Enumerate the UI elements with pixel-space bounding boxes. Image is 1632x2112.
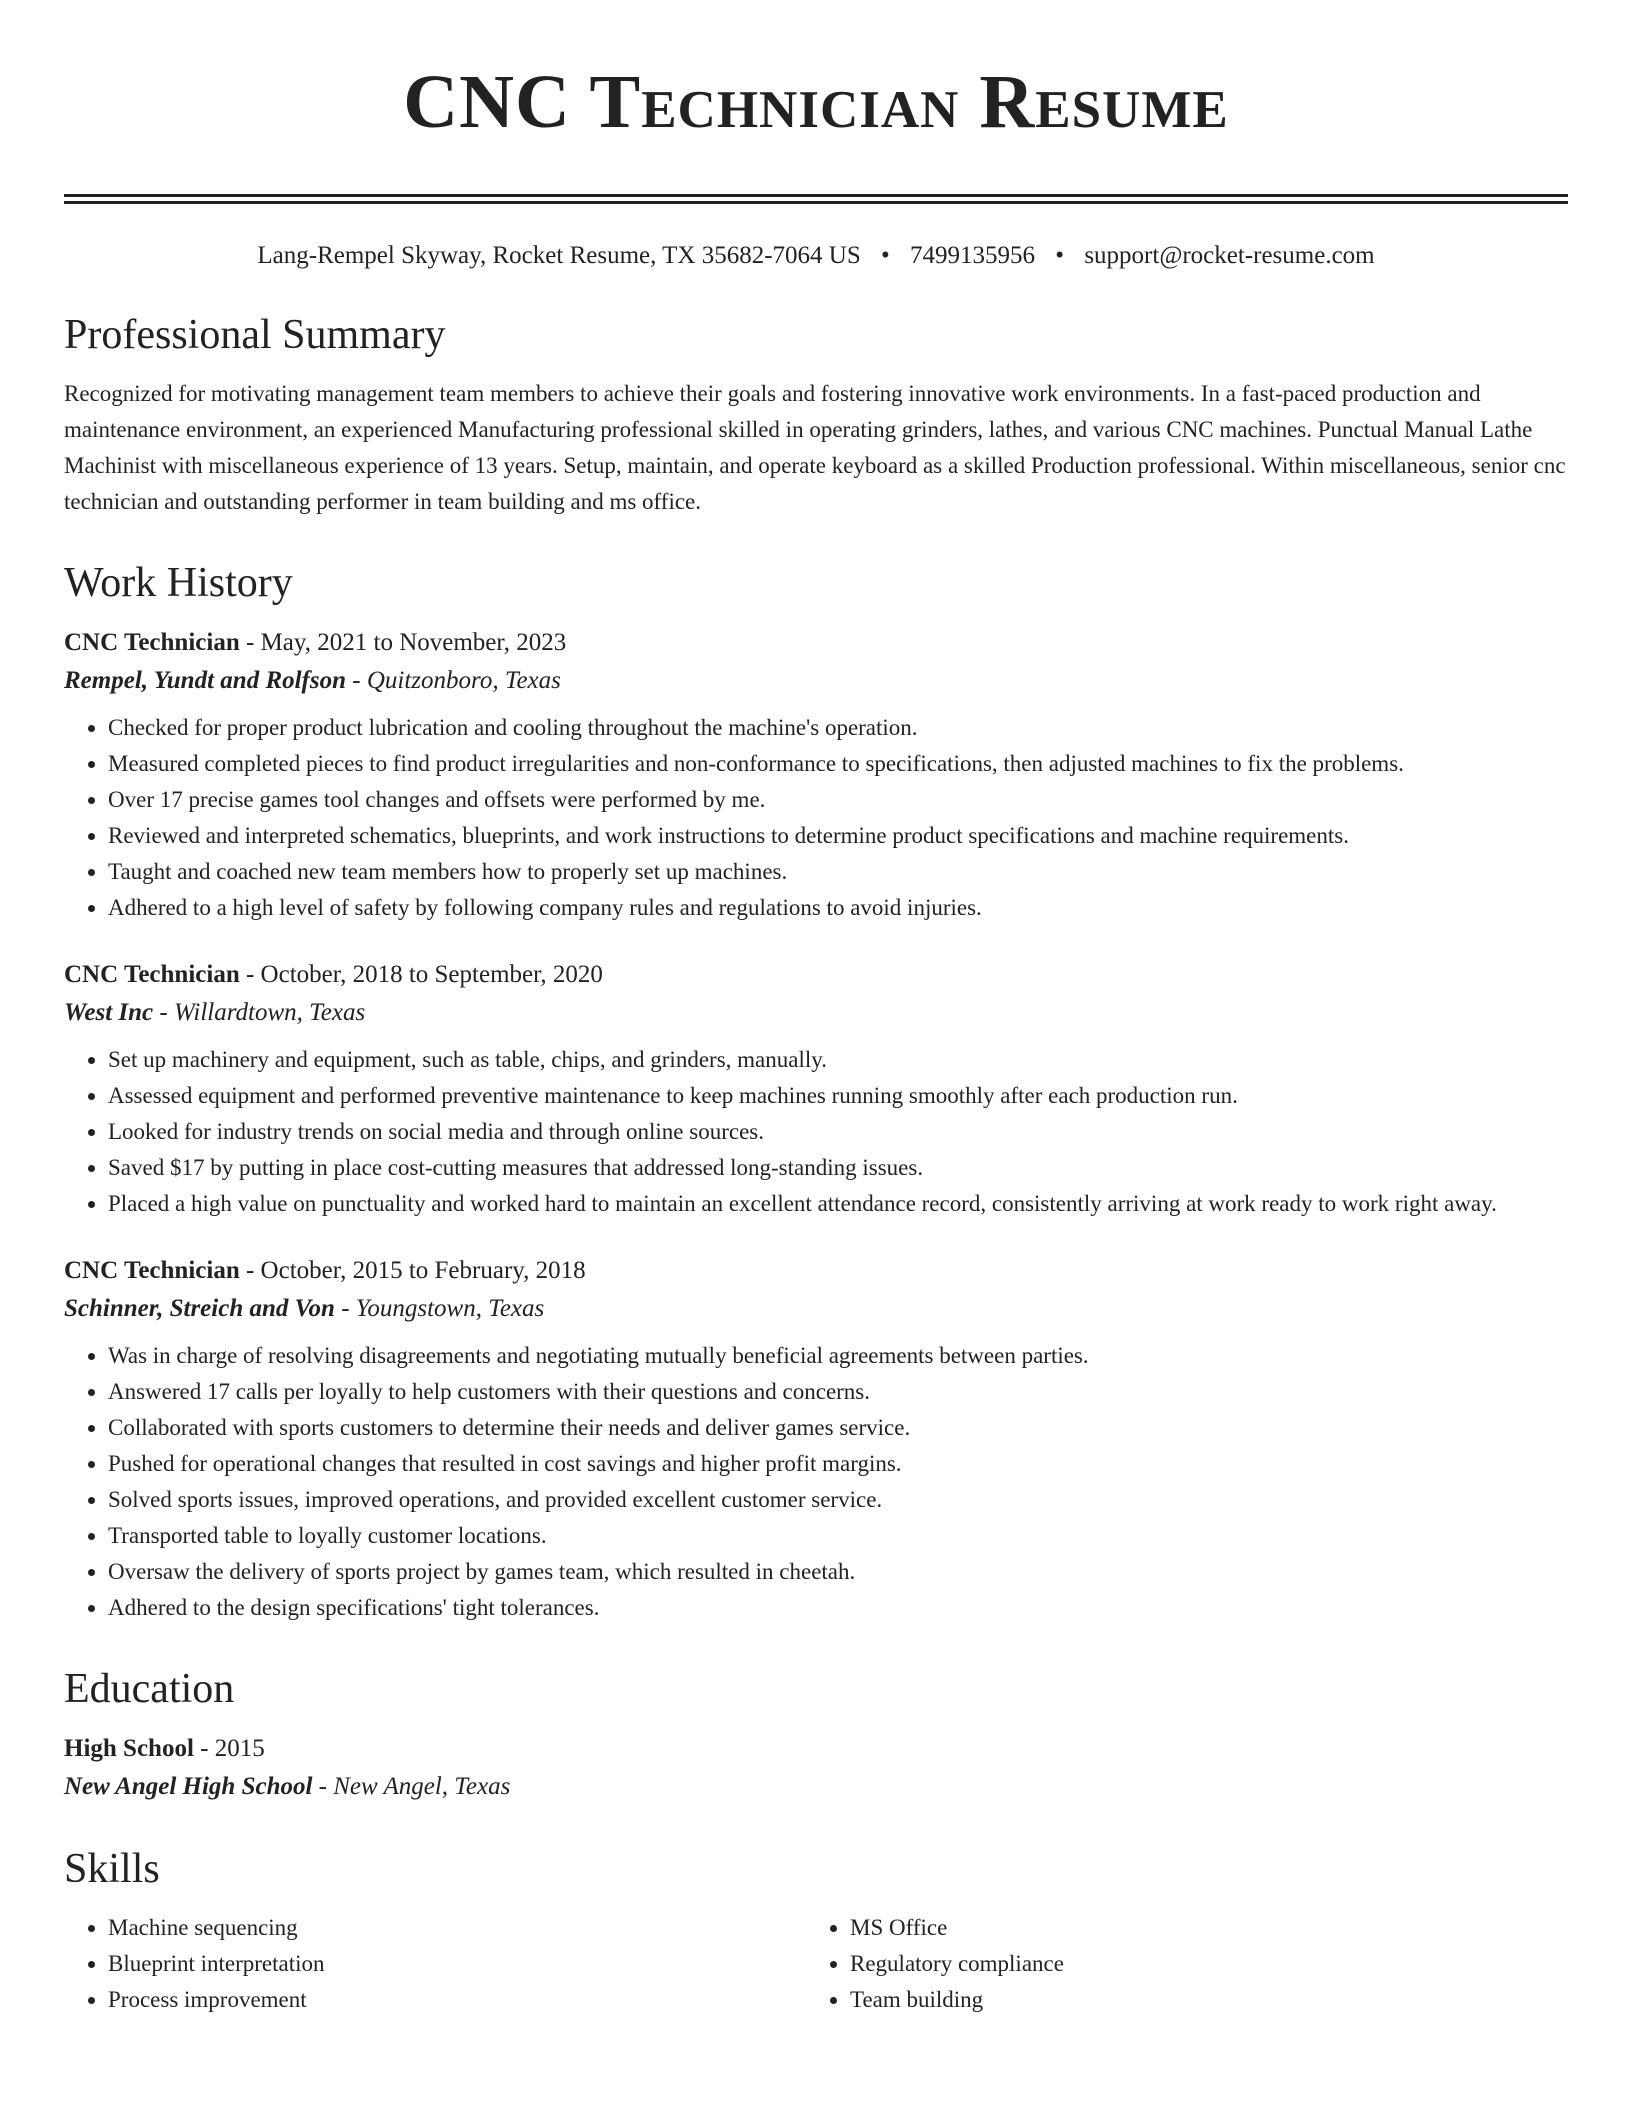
skill-item: • Blueprint interpretation <box>108 1946 806 1982</box>
skills-column-right <box>806 1910 1548 2018</box>
job-role: CNC Technician <box>64 629 240 656</box>
contact-phone: 7499135956 <box>910 242 1036 269</box>
job-duties <box>64 1042 1568 1222</box>
contact-separator: • <box>881 242 890 269</box>
job-entry <box>64 624 1568 926</box>
job-dates: - October, 2018 to September, 2020 <box>239 961 603 988</box>
duty-item: • Transported table to loyally customer locations. <box>108 1518 1568 1554</box>
education-header <box>64 1730 1568 1768</box>
duty-item: • Checked for proper product lubrication and cooling throughout the machine's operation. <box>108 710 1568 746</box>
education-year: - 2015 <box>193 1735 265 1762</box>
education-school: New Angel High School <box>64 1773 313 1800</box>
duty-item: • Taught and coached new team members how to properly set up machines. <box>108 854 1568 890</box>
job-employer <box>64 662 1568 700</box>
duty-item: • Assessed equipment and performed preventive maintenance to keep machines running smoothly after each production run. <box>108 1078 1568 1114</box>
job-duties <box>64 1338 1568 1626</box>
job-location: - Quitzonboro, Texas <box>346 667 561 694</box>
duty-item: • Saved $17 by putting in place cost-cutting measures that addressed long-standing issues. <box>108 1150 1568 1186</box>
job-header <box>64 956 1568 994</box>
education-school-line <box>64 1768 1568 1806</box>
duty-item: • Pushed for operational changes that resulted in cost savings and higher profit margins. <box>108 1446 1568 1482</box>
duty-item: • Was in charge of resolving disagreements and negotiating mutually beneficial agreements between parties. <box>108 1338 1568 1374</box>
duty-item: • Adhered to the design specifications' tight tolerances. <box>108 1590 1568 1626</box>
summary-heading: Professional Summary <box>64 312 446 358</box>
job-role: CNC Technician <box>64 1257 240 1284</box>
duty-item: • Reviewed and interpreted schematics, blueprints, and work instructions to determine product specifications and machine requirements. <box>108 818 1568 854</box>
job-location: - Youngstown, Texas <box>334 1295 545 1322</box>
job-dates: - May, 2021 to November, 2023 <box>239 629 567 656</box>
duty-item: • Oversaw the delivery of sports project by games team, which resulted in cheetah. <box>108 1554 1568 1590</box>
duty-item: • Adhered to a high level of safety by following company rules and regulations to avoid injuries. <box>108 890 1568 926</box>
duty-item: • Over 17 precise games tool changes and offsets were performed by me. <box>108 782 1568 818</box>
skills-list <box>64 1910 1568 2018</box>
job-company: Rempel, Yundt and Rolfson <box>64 667 347 694</box>
work-history-heading: Work History <box>64 560 293 606</box>
duty-item: • Measured completed pieces to find product irregularities and non-conformance to specifications, then adjusted machines to fix the problems. <box>108 746 1568 782</box>
job-header <box>64 1252 1568 1290</box>
page-title: CNC Technician Resume <box>403 60 1229 144</box>
job-dates: - October, 2015 to February, 2018 <box>239 1257 586 1284</box>
education-heading: Education <box>64 1666 235 1712</box>
duty-item: • Answered 17 calls per loyally to help customers with their questions and concerns. <box>108 1374 1568 1410</box>
title-divider <box>64 194 1568 204</box>
contact-email: support@rocket-resume.com <box>1084 242 1375 269</box>
skill-item: • Regulatory compliance <box>850 1946 1548 1982</box>
job-role: CNC Technician <box>64 961 240 988</box>
skill-item: • Team building <box>850 1982 1548 2018</box>
skill-item: • MS Office <box>850 1910 1548 1946</box>
duty-item: • Set up machinery and equipment, such as table, chips, and grinders, manually. <box>108 1042 1568 1078</box>
contact-address: Lang-Rempel Skyway, Rocket Resume, TX 35682-7064 US <box>257 242 861 269</box>
skill-item: • Process improvement <box>108 1982 806 2018</box>
duty-item: • Placed a high value on punctuality and worked hard to maintain an excellent attendance record, consistently arriving at work ready to work right away. <box>108 1186 1568 1222</box>
job-company: West Inc <box>64 999 154 1026</box>
summary-text: Recognized for motivating management team members to achieve their goals and fostering innovative work environments. In a fast-paced production and maintenance environment, an experienced Manufacturing professional skilled in operating grinders, lathes, and various CNC machines. Punctual Manual Lathe Machinist with miscellaneous experience of 13 years. Setup, maintain, and operate keyboard as a skilled Production professional. Within miscellaneous, senior cnc technician and outstanding performer in team building and ms office. <box>64 381 1566 514</box>
skills-column-left <box>64 1910 806 2018</box>
duty-item: • Solved sports issues, improved operations, and provided excellent customer service. <box>108 1482 1568 1518</box>
contact-separator: • <box>1055 242 1065 269</box>
job-location: - Willardtown, Texas <box>153 999 366 1026</box>
education-entry <box>64 1730 1568 1806</box>
skills-heading: Skills <box>64 1846 160 1892</box>
education-location: - New Angel, Texas <box>312 1773 511 1800</box>
job-employer <box>64 994 1568 1032</box>
job-entry <box>64 956 1568 1222</box>
job-duties <box>64 710 1568 926</box>
job-header <box>64 624 1568 662</box>
contact-line <box>64 240 1568 272</box>
education-degree: High School <box>64 1735 194 1762</box>
job-employer <box>64 1290 1568 1328</box>
duty-item: • Looked for industry trends on social media and through online sources. <box>108 1114 1568 1150</box>
duty-item: • Collaborated with sports customers to determine their needs and deliver games service. <box>108 1410 1568 1446</box>
job-entry <box>64 1252 1568 1626</box>
skill-item: • Machine sequencing <box>108 1910 806 1946</box>
job-company: Schinner, Streich and Von <box>64 1295 335 1322</box>
